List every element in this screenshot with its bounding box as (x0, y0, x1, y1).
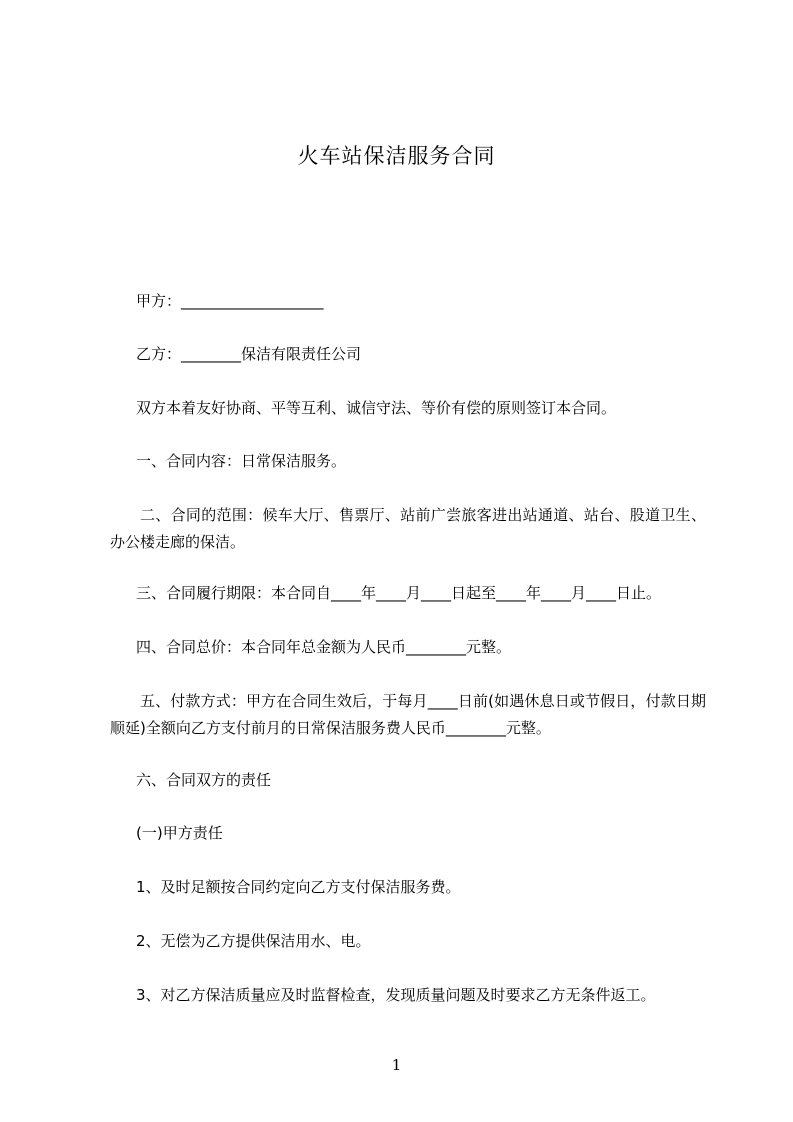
clause-5-payment: 五、付款方式：甲方在合同生效后，于每月____日前(如遇休息日或节假日，付款日期顺延)全额向乙方支付前月的日常保洁服务费人民币________元整。 (110, 692, 706, 737)
duty-item-1: 1、及时足额按合同约定向乙方支付保洁服务费。 (136, 878, 461, 896)
document-title: 火车站保洁服务合同 (297, 144, 496, 168)
duty-item-3: 3、对乙方保洁质量应及时监督检查，发现质量问题及时要求乙方无条件返工。 (136, 986, 656, 1004)
clause-4-price: 四、合同总价：本合同年总金额为人民币________元整。 (136, 638, 512, 656)
preamble-paragraph: 双方本着友好协商、平等互利、诚信守法、等价有偿的原则签订本合同。 (136, 399, 617, 417)
page-number: 1 (391, 1056, 402, 1074)
clause-2-scope: 二、合同的范围：候车大厅、售票厅、站前广尝旅客进出站通道、站台、股道卫生、办公楼走廊的保洁。 (110, 506, 706, 551)
clause-3-term: 三、合同履行期限：本合同自____年____月____日起至____年____月____日止。 (136, 584, 662, 602)
party-a-line: 甲方：___________________ (136, 292, 324, 310)
duty-item-2: 2、无偿为乙方提供保洁用水、电。 (136, 932, 371, 950)
clause-1-content: 一、合同内容：日常保洁服务。 (136, 452, 347, 470)
party-a-duties-heading: (一)甲方责任 (136, 824, 223, 842)
party-b-line: 乙方：________保洁有限责任公司 (136, 345, 362, 363)
clause-6-heading: 六、合同双方的责任 (136, 771, 272, 789)
